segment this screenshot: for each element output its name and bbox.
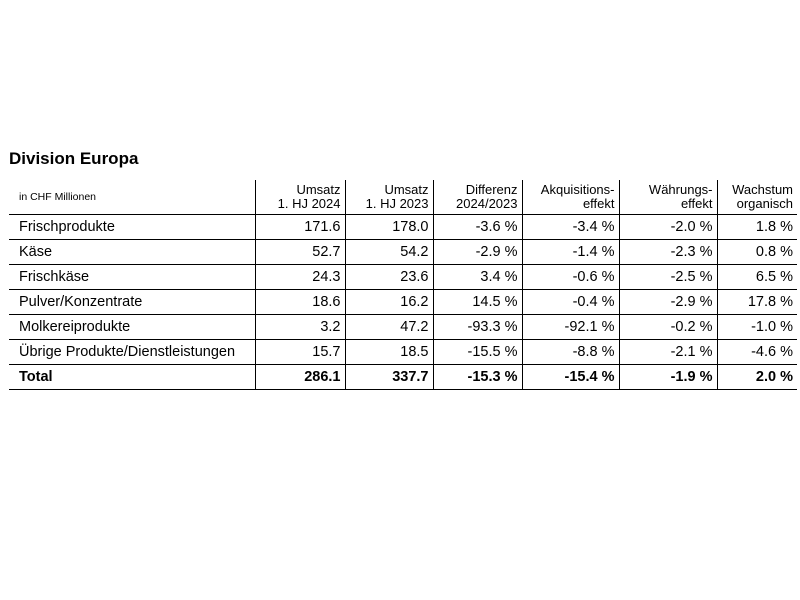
- table-cell: 18.5: [345, 339, 433, 364]
- row-label: Molkereiprodukte: [9, 314, 255, 339]
- column-header-line1: Umsatz: [384, 181, 429, 197]
- table-cell: -15.5 %: [433, 339, 522, 364]
- total-label: Total: [9, 364, 255, 389]
- column-header-line1: Wachstum: [732, 181, 793, 197]
- table-cell: -93.3 %: [433, 314, 522, 339]
- table-cell: 6.5 %: [717, 264, 797, 289]
- table-cell: 52.7: [255, 239, 345, 264]
- table-cell: 3.4 %: [433, 264, 522, 289]
- table-row: [9, 339, 797, 364]
- column-header-differenz: [433, 180, 522, 214]
- table-cell: 14.5 %: [433, 289, 522, 314]
- table-cell: -2.3 %: [619, 239, 717, 264]
- total-cell: -15.3 %: [433, 364, 522, 389]
- column-header-line2: 1. HJ 2024: [277, 195, 341, 211]
- table-cell: 3.2: [255, 314, 345, 339]
- column-header-line2: effekt: [582, 195, 615, 211]
- table-cell: 178.0: [345, 214, 433, 239]
- row-label: Pulver/Konzentrate: [9, 289, 255, 314]
- column-header-line2: organisch: [736, 195, 793, 211]
- row-label: Frischkäse: [9, 264, 255, 289]
- total-cell: -1.9 %: [619, 364, 717, 389]
- table-cell: 18.6: [255, 289, 345, 314]
- table-row: [9, 239, 797, 264]
- table-cell: -0.2 %: [619, 314, 717, 339]
- column-header-line2: effekt: [680, 195, 713, 211]
- column-header-line1: Akquisitions-: [540, 181, 615, 197]
- column-header-line1: Differenz: [465, 181, 518, 197]
- table-cell: -3.6 %: [433, 214, 522, 239]
- sales-table: [9, 180, 797, 390]
- table-cell: 171.6: [255, 214, 345, 239]
- total-cell: 286.1: [255, 364, 345, 389]
- table-cell: -92.1 %: [522, 314, 619, 339]
- column-header-wachstum-organisch: [717, 180, 797, 214]
- header-row: [9, 180, 797, 214]
- unit-label: in CHF Millionen: [9, 180, 255, 214]
- table-cell: -8.8 %: [522, 339, 619, 364]
- column-header-line2: 2024/2023: [456, 195, 518, 211]
- total-cell: 2.0 %: [717, 364, 797, 389]
- table-cell: 0.8 %: [717, 239, 797, 264]
- row-label: Frischprodukte: [9, 214, 255, 239]
- table-cell: -3.4 %: [522, 214, 619, 239]
- table-cell: 23.6: [345, 264, 433, 289]
- table-cell: 16.2: [345, 289, 433, 314]
- total-cell: -15.4 %: [522, 364, 619, 389]
- table-cell: -2.1 %: [619, 339, 717, 364]
- table-cell: -1.0 %: [717, 314, 797, 339]
- table-cell: -0.4 %: [522, 289, 619, 314]
- table-row: [9, 214, 797, 239]
- table-cell: 15.7: [255, 339, 345, 364]
- total-cell: 337.7: [345, 364, 433, 389]
- table-row: [9, 264, 797, 289]
- table-row: [9, 314, 797, 339]
- column-header-line1: Währungs-: [648, 181, 713, 197]
- column-header-line1: Umsatz: [296, 181, 341, 197]
- table-cell: 54.2: [345, 239, 433, 264]
- row-label: Übrige Produkte/Dienstleistungen: [9, 339, 255, 364]
- table-cell: -2.9 %: [433, 239, 522, 264]
- table-row: [9, 289, 797, 314]
- table-cell: -2.9 %: [619, 289, 717, 314]
- table-cell: -1.4 %: [522, 239, 619, 264]
- table-cell: -2.0 %: [619, 214, 717, 239]
- table-cell: 47.2: [345, 314, 433, 339]
- table-cell: 24.3: [255, 264, 345, 289]
- column-header-akquisitionseffekt: [522, 180, 619, 214]
- table-title: Division Europa: [9, 149, 139, 168]
- row-label: Käse: [9, 239, 255, 264]
- table-cell: -0.6 %: [522, 264, 619, 289]
- column-header-umsatz-2023: [345, 180, 433, 214]
- table-cell: 17.8 %: [717, 289, 797, 314]
- table-cell: -4.6 %: [717, 339, 797, 364]
- table-cell: 1.8 %: [717, 214, 797, 239]
- column-header-umsatz-2024: [255, 180, 345, 214]
- column-header-line2: 1. HJ 2023: [365, 195, 429, 211]
- total-row: [9, 364, 797, 389]
- column-header-waehrungseffekt: [619, 180, 717, 214]
- table-cell: -2.5 %: [619, 264, 717, 289]
